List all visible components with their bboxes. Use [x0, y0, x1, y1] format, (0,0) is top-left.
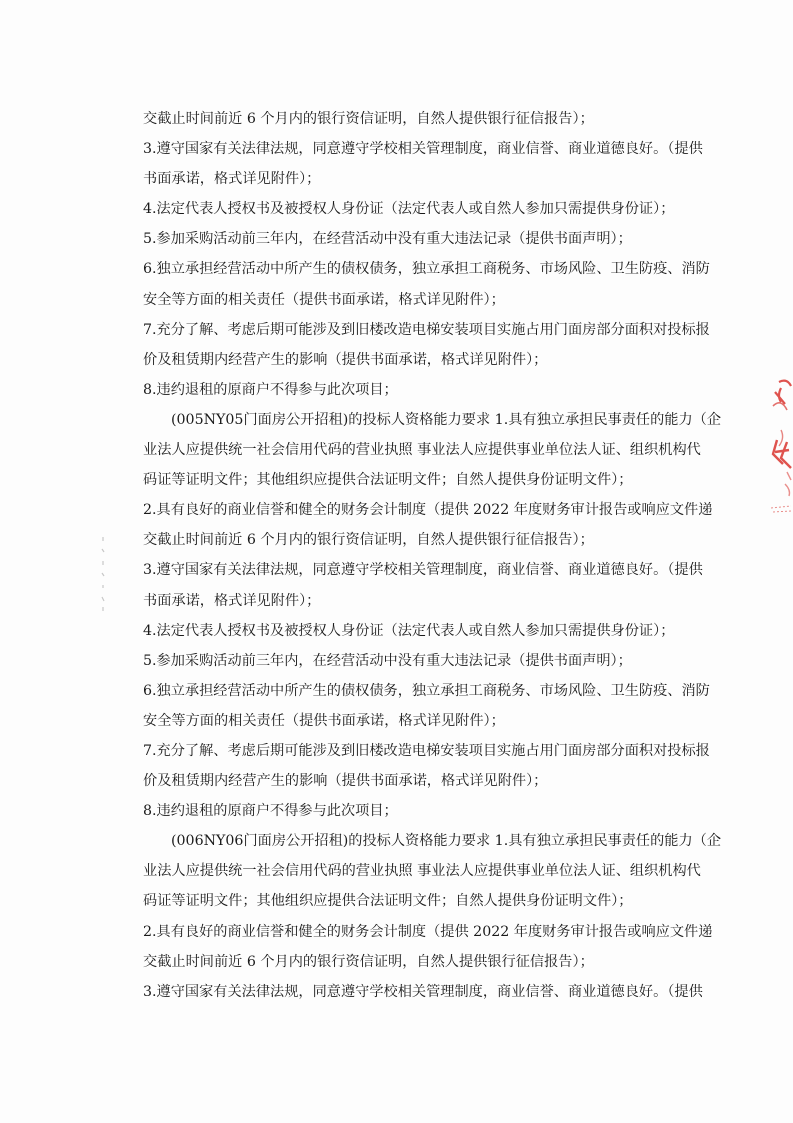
text-line: 2.具有良好的商业信誉和健全的财务会计制度（提供 2022 年度财务审计报告或响应文件递	[143, 923, 713, 940]
text-line: 安全等方面的相关责任（提供书面承诺，格式详见附件）；	[143, 712, 505, 729]
text-line: 书面承诺，格式详见附件）；	[143, 171, 321, 188]
text-line: 交截止时间前近 6 个月内的银行资信证明，自然人提供银行征信报告）；	[143, 953, 594, 970]
text-line: 5.参加采购活动前三年内，在经营活动中没有重大违法记录（提供书面声明）；	[143, 652, 632, 669]
text-line: 8.违约退租的原商户不得参与此次项目；	[143, 381, 398, 398]
text-line: 4.法定代表人授权书及被授权人身份证（法定代表人或自然人参加只需提供身份证）；	[143, 201, 675, 218]
text-line: 6.独立承担经营活动中所产生的债权债务，独立承担工商税务、市场风险、卫生防疫、消防	[143, 682, 710, 699]
text-line: 3.遵守国家有关法律法规，同意遵守学校相关管理制度，商业信誉、商业道德良好。（提供	[143, 562, 703, 579]
text-line: 书面承诺，格式详见附件）；	[143, 592, 321, 609]
document-body	[143, 104, 722, 1007]
text-line: 4.法定代表人授权书及被授权人身份证（法定代表人或自然人参加只需提供身份证）；	[143, 622, 675, 639]
text-line: 码证等证明文件；其他组织应提供合法证明文件；自然人提供身份证明文件）；	[143, 893, 633, 910]
text-line: 交截止时间前近 6 个月内的银行资信证明，自然人提供银行征信报告）；	[143, 111, 594, 127]
text-line: 安全等方面的相关责任（提供书面承诺，格式详见附件）；	[143, 291, 505, 308]
text-line: 交截止时间前近 6 个月内的银行资信证明，自然人提供银行征信报告）；	[143, 532, 594, 549]
text-line: 6.独立承担经营活动中所产生的债权债务，独立承担工商税务、市场风险、卫生防疫、消防	[143, 261, 710, 278]
text-line: 5.参加采购活动前三年内，在经营活动中没有重大违法记录（提供书面声明）；	[143, 231, 632, 248]
text-line: (006NY06门面房公开招租)的投标人资格能力要求 1.具有独立承担民事责任的能力（企	[171, 833, 722, 850]
text-line: 2.具有良好的商业信誉和健全的财务会计制度（提供 2022 年度财务审计报告或响应文件递	[143, 502, 713, 519]
text-line: 价及租赁期内经营产生的影响（提供书面承诺，格式详见附件）；	[143, 773, 548, 790]
text-line: 价及租赁期内经营产生的影响（提供书面承诺，格式详见附件）；	[143, 351, 548, 368]
text-line: (005NY05门面房公开招租)的投标人资格能力要求 1.具有独立承担民事责任的能力（企	[171, 411, 722, 428]
text-line: 7.充分了解、考虑后期可能涉及到旧楼改造电梯安装项目实施占用门面房部分面积对投标报	[143, 321, 710, 338]
text-line: 业法人应提供统一社会信用代码的营业执照 事业法人应提供事业单位法人证、组织机构代	[143, 442, 701, 459]
text-line: 3.遵守国家有关法律法规，同意遵守学校相关管理制度，商业信誉、商业道德良好。（提供	[143, 983, 703, 1000]
text-line: 8.违约退租的原商户不得参与此次项目；	[143, 803, 398, 820]
text-line: 3.遵守国家有关法律法规，同意遵守学校相关管理制度，商业信誉、商业道德良好。（提供	[143, 141, 703, 158]
red-seal-fragment	[751, 368, 793, 528]
scan-artifact-marks	[96, 535, 110, 615]
text-line: 业法人应提供统一社会信用代码的营业执照 事业法人应提供事业单位法人证、组织机构代	[143, 863, 701, 880]
text-line: 7.充分了解、考虑后期可能涉及到旧楼改造电梯安装项目实施占用门面房部分面积对投标报	[143, 742, 710, 759]
text-line: 码证等证明文件；其他组织应提供合法证明文件；自然人提供身份证明文件）；	[143, 472, 633, 489]
